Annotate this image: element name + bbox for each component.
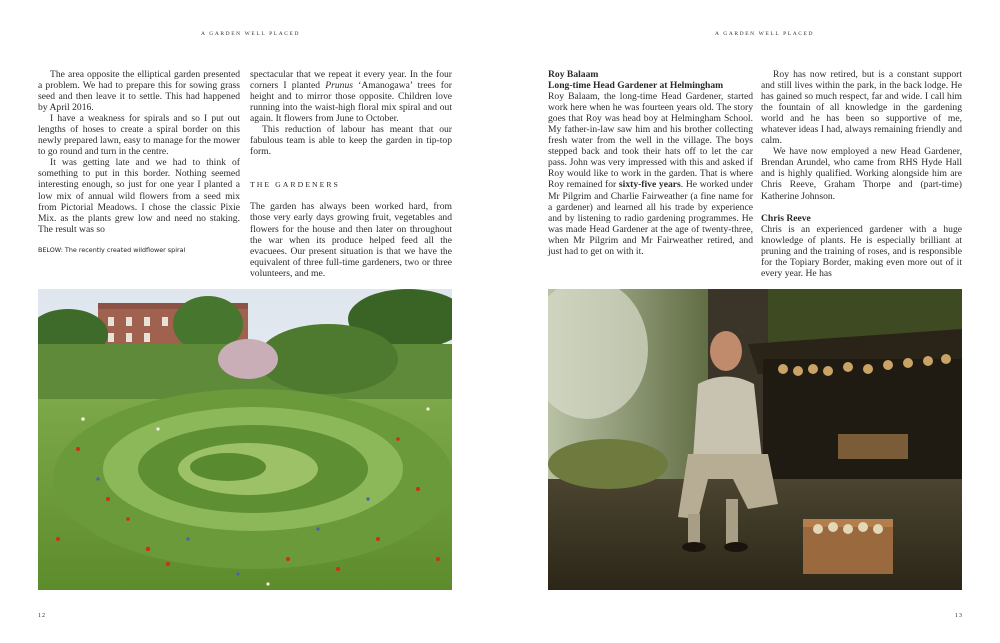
paragraph: Chris is an experienced gardener with a huge knowledge of plants. He is especially brilliant at pruning and the training of roses, and is responsible for the Topiary Border, making even more out of it every year. He has — [761, 223, 962, 279]
caption-text: The recently created wildflower spiral — [62, 246, 186, 254]
left-column-1 — [38, 69, 240, 235]
section-heading: THE GARDENERS — [250, 180, 340, 190]
text: . He worked under Mr Pilgrim and Charlie Fairweather (a fine name for a gardener) and learned all his trade by experience and by listening to radio gardening programmes. He was made Head Gardener at the age of twenty-three, when Mr Pilgrim and Mr Fairweather retired, and just had to get on with it. — [548, 179, 753, 257]
italic-text: Prunus — [325, 80, 353, 92]
photo-caption — [38, 246, 185, 254]
bold-text: sixty-five years — [618, 179, 681, 191]
paragraph: Roy has now retired, but is a constant support and still lives within the park, in the back lodge. He has gained so much respect, far and wide. I call him the fountain of all knowledge in the gardening world and he has been so supportive of me, whatever ideas I had, always remaining friendly and calm. — [761, 69, 962, 147]
page-number-right: 13 — [955, 613, 963, 619]
text: Roy Balaam, the long-time Head Gardener, started work here when he was fourteen years old. The story goes that Roy was head boy at Helmingham School. My father-in-law saw him and his brother collecting fresh water from the well in the village. The boys stepped back and took their hats off to let the car pass. John was very impressed with this and asked if Roy would like to work in the garden. That is where Roy remained for — [548, 91, 753, 191]
left-column-2 — [250, 69, 452, 279]
right-column-1 — [548, 69, 753, 257]
person-name: Roy Balaam — [548, 69, 599, 80]
paragraph: I have a weakness for spirals and so I put out lengths of hoses to create a spiral border on this newly prepared lawn, easy to manage for the mower to go round and turn in the centre. — [38, 113, 240, 158]
paragraph — [250, 69, 452, 124]
text: spectacular that we repeat it every year. In the four corners I planted — [250, 69, 452, 92]
running-head-left: A GARDEN WELL PLACED — [201, 31, 301, 37]
text: ‘Amanogawa’ trees for height and to mirror those opposite. Children love running into the waist-high floral mix spiral and out again. It flowers from June to October. — [250, 80, 452, 125]
paragraph: The area opposite the elliptical garden presented a problem. We had to prepare this for sowing grass seed and then leave it to settle. This had happened by April 2016. — [38, 69, 240, 114]
right-column-2 — [761, 69, 962, 279]
person-role: Long-time Head Gardener at Helmingham — [548, 80, 724, 92]
paragraph: It was getting late and we had to think of something to put in this border. Nothing seemed interesting enough, so just for one year I planted a low mix of annual wild flowers from a seed mix from Pictorial Meadows. I chose the classic Pixie Mix. as the plants grew low and need no staking. The result was so — [38, 157, 240, 235]
paragraph: We have now employed a new Head Gardener, Brendan Arundel, who came from RHS Hyde Hall and is highly qualified. Working alongside him are Chris Reeve, Graham Thorpe and (part-time) Katherine Johnson. — [761, 146, 962, 202]
page-number-left: 12 — [38, 613, 46, 619]
paragraph: The garden has always been worked hard, from those very early days growing fruit, vegetables and flowers for the house and then later on throughout the war when its produce helped feed all the evacuees. Our present situation is that we have the equivalent of three full-time gardeners, two or three volunteers, and me. — [250, 201, 452, 279]
paragraph — [548, 91, 753, 257]
roy-balaam-portrait-photo — [548, 289, 962, 590]
paragraph: This reduction of labour has meant that our fabulous team is able to keep the garden in tip-top form. — [250, 124, 452, 158]
wildflower-spiral-photo — [38, 289, 452, 590]
caption-label: BELOW: — [38, 246, 63, 254]
person-name: Chris Reeve — [761, 212, 811, 224]
running-head-right: A GARDEN WELL PLACED — [715, 31, 815, 37]
